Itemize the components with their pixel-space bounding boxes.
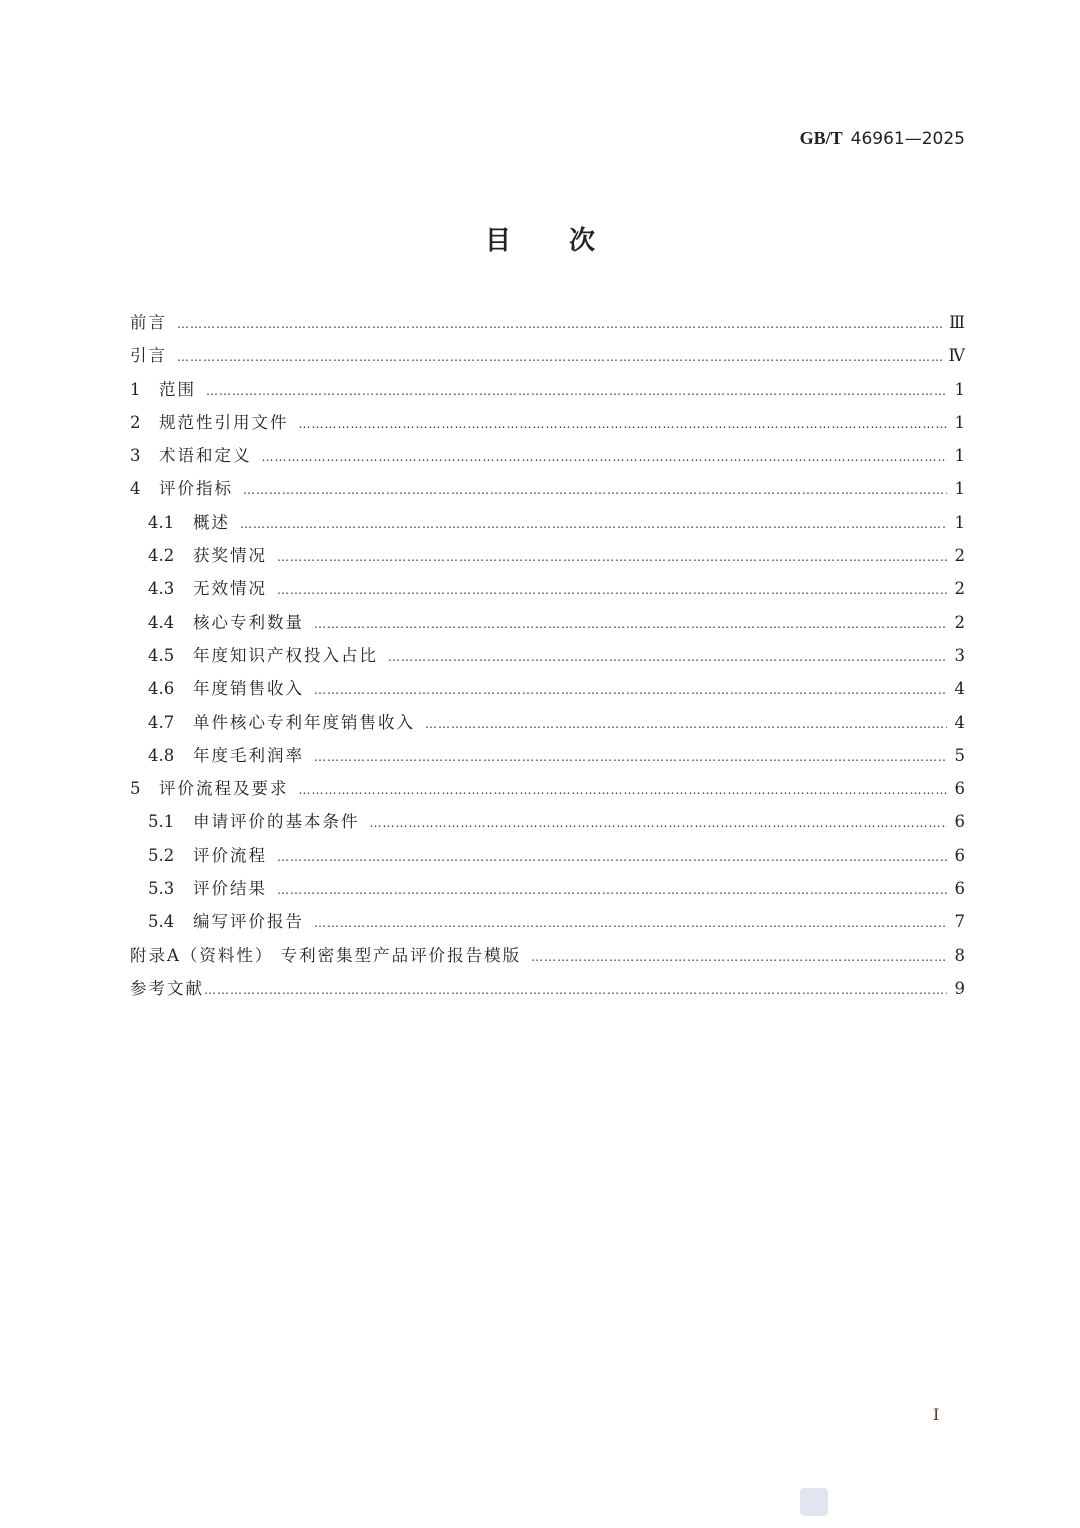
toc-entry-label: 评价流程 bbox=[193, 845, 267, 865]
toc-entry-page: 3 bbox=[954, 645, 965, 665]
page-folio: I bbox=[933, 1405, 940, 1424]
toc-entry-page: 6 bbox=[954, 845, 965, 865]
dot-leader bbox=[277, 550, 947, 564]
dot-leader bbox=[177, 350, 943, 364]
toc-entry-label: 无效情况 bbox=[193, 579, 267, 599]
toc-entry-label: 参考文献 bbox=[130, 978, 204, 998]
toc-entry[interactable] bbox=[130, 908, 965, 941]
dot-leader bbox=[299, 417, 948, 431]
toc-entry-label: 范围 bbox=[159, 379, 196, 399]
toc-entry-label: 年度销售收入 bbox=[193, 679, 304, 699]
toc-entry-label: 评价结果 bbox=[193, 879, 267, 899]
toc-entry-number: 3 bbox=[130, 446, 141, 466]
toc-entry-label: 核心专利数量 bbox=[193, 612, 304, 632]
table-of-contents bbox=[130, 309, 965, 1008]
toc-entry[interactable] bbox=[130, 642, 965, 675]
toc-entry[interactable] bbox=[130, 975, 965, 1008]
toc-entry-number: 4.3 bbox=[148, 579, 175, 599]
dot-leader bbox=[177, 317, 943, 331]
toc-entry-page: 1 bbox=[954, 446, 965, 466]
dot-leader bbox=[243, 483, 947, 497]
toc-entry-label: 前言 bbox=[130, 313, 167, 332]
toc-entry-page: 9 bbox=[954, 978, 965, 998]
toc-entry-page: Ⅳ bbox=[948, 346, 965, 366]
toc-entry[interactable] bbox=[130, 675, 965, 708]
dot-leader bbox=[204, 983, 947, 997]
toc-entry-page: 6 bbox=[954, 812, 965, 832]
toc-entry-label: 年度毛利润率 bbox=[193, 745, 304, 765]
toc-entry[interactable] bbox=[130, 709, 965, 742]
dot-leader bbox=[277, 583, 947, 597]
dot-leader bbox=[277, 883, 947, 897]
standard-number: 46961—2025 bbox=[850, 129, 965, 149]
toc-entry[interactable] bbox=[130, 575, 965, 608]
toc-entry-number: 4.4 bbox=[148, 612, 175, 632]
toc-entry-page: 1 bbox=[954, 512, 965, 532]
toc-entry-label: 概述 bbox=[193, 512, 230, 532]
dot-leader bbox=[388, 650, 947, 664]
toc-entry[interactable] bbox=[130, 742, 965, 775]
toc-entry[interactable] bbox=[130, 875, 965, 908]
toc-entry-number: 4.1 bbox=[148, 512, 175, 532]
sac-logo bbox=[800, 1488, 828, 1516]
toc-entry[interactable] bbox=[130, 309, 965, 342]
dot-leader bbox=[531, 950, 947, 964]
toc-entry-number: 4.8 bbox=[148, 745, 175, 765]
toc-entry-page: 4 bbox=[954, 679, 965, 699]
toc-entry-page: 1 bbox=[954, 412, 965, 432]
standard-prefix: GB/T bbox=[799, 128, 843, 148]
toc-entry-number: 4 bbox=[130, 479, 141, 499]
toc-entry[interactable] bbox=[130, 376, 965, 409]
toc-entry[interactable] bbox=[130, 442, 965, 475]
toc-entry-label: 引言 bbox=[130, 346, 167, 366]
dot-leader bbox=[314, 916, 947, 930]
toc-entry-number: 5.2 bbox=[148, 845, 175, 865]
toc-entry-number: 5.3 bbox=[148, 879, 175, 899]
page-title: 目次 bbox=[484, 226, 653, 256]
toc-entry-label: 评价指标 bbox=[159, 479, 233, 499]
dot-leader bbox=[206, 384, 947, 398]
toc-entry-number: 4.5 bbox=[148, 645, 175, 665]
toc-entry-number: 4.6 bbox=[148, 679, 175, 699]
toc-entry-page: Ⅲ bbox=[949, 313, 965, 332]
toc-entry-number: 5.1 bbox=[148, 812, 175, 832]
dot-leader bbox=[370, 816, 948, 830]
toc-entry-label: 获奖情况 bbox=[193, 546, 267, 566]
toc-entry[interactable] bbox=[130, 409, 965, 442]
toc-entry-page: 1 bbox=[954, 379, 965, 399]
toc-entry-number: 4.7 bbox=[148, 712, 175, 732]
toc-entry[interactable] bbox=[130, 509, 965, 542]
toc-entry[interactable] bbox=[130, 775, 965, 808]
toc-entry-page: 2 bbox=[954, 546, 965, 566]
toc-entry-number: 5.4 bbox=[148, 912, 175, 932]
dot-leader bbox=[314, 617, 947, 631]
toc-entry-label: 年度知识产权投入占比 bbox=[193, 645, 378, 665]
dot-leader bbox=[262, 450, 948, 464]
toc-entry-number: 2 bbox=[130, 412, 141, 432]
toc-entry-page: 7 bbox=[954, 912, 965, 932]
toc-entry-page: 6 bbox=[954, 879, 965, 899]
toc-entry-number: 5 bbox=[130, 779, 141, 799]
dot-leader bbox=[314, 683, 947, 697]
dot-leader bbox=[314, 750, 947, 764]
toc-entry[interactable] bbox=[130, 475, 965, 508]
toc-entry-label: 附录A（资料性） 专利密集型产品评价报告模版 bbox=[130, 945, 522, 965]
dot-leader bbox=[299, 783, 948, 797]
toc-entry-page: 4 bbox=[954, 712, 965, 732]
toc-entry[interactable] bbox=[130, 542, 965, 575]
toc-entry-page: 2 bbox=[954, 612, 965, 632]
toc-entry-page: 8 bbox=[954, 945, 965, 965]
toc-entry-label: 术语和定义 bbox=[159, 446, 252, 466]
toc-entry[interactable] bbox=[130, 842, 965, 875]
toc-entry-label: 单件核心专利年度销售收入 bbox=[193, 712, 415, 732]
toc-entry[interactable] bbox=[130, 942, 965, 975]
toc-entry-page: 6 bbox=[954, 779, 965, 799]
toc-entry[interactable] bbox=[130, 808, 965, 841]
toc-entry-label: 申请评价的基本条件 bbox=[193, 812, 360, 832]
toc-entry[interactable] bbox=[130, 609, 965, 642]
toc-entry-label: 规范性引用文件 bbox=[159, 412, 289, 432]
toc-entry-number: 1 bbox=[130, 379, 141, 399]
dot-leader bbox=[425, 717, 947, 731]
toc-entry-number: 4.2 bbox=[148, 546, 175, 566]
toc-entry-page: 2 bbox=[954, 579, 965, 599]
dot-leader bbox=[277, 850, 947, 864]
toc-entry-label: 编写评价报告 bbox=[193, 912, 304, 932]
toc-entry-page: 1 bbox=[954, 479, 965, 499]
standard-number-header bbox=[800, 128, 965, 149]
dot-leader bbox=[240, 517, 947, 531]
toc-entry-label: 评价流程及要求 bbox=[159, 779, 289, 799]
toc-entry[interactable] bbox=[130, 342, 965, 375]
toc-entry-page: 5 bbox=[954, 745, 965, 765]
